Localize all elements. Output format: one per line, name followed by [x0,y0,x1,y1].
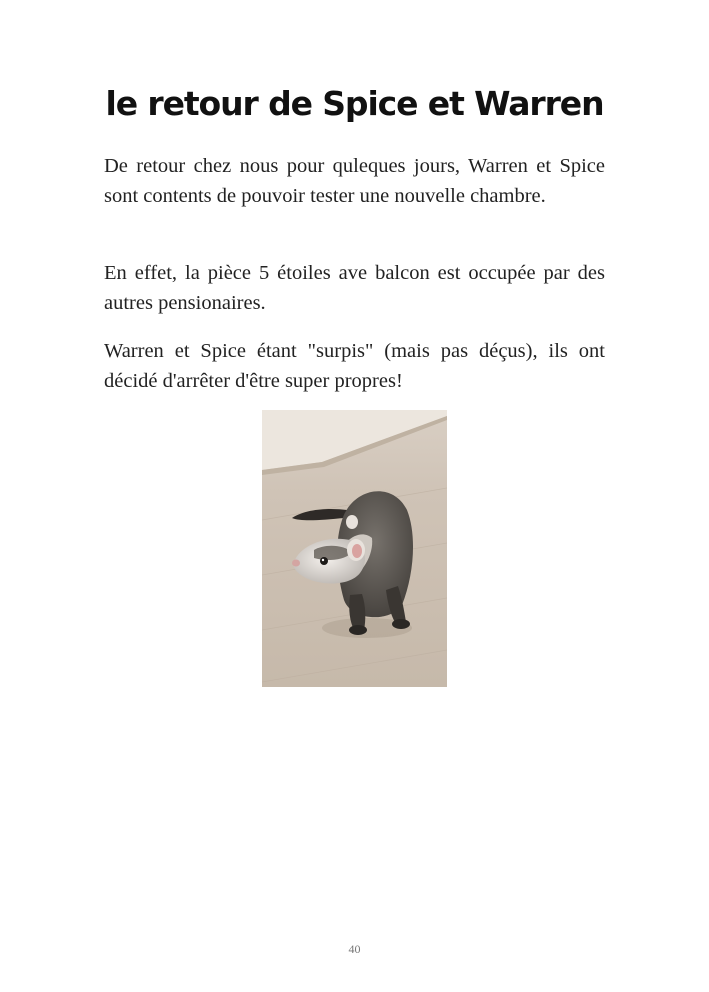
paragraph-intro: De retour chez nous pour quleques jours, Warren et Spice sont contents de pouvoir tester une nouvelle chambre. [104,155,605,207]
page-title: le retour de Spice et Warren [105,84,604,123]
paragraph-room: En effet, la pièce 5 étoiles ave balcon est occupée par des autres pensionaires. [104,262,605,314]
paragraph-surprise: Warren et Spice étant "surpis" (mais pas déçus), ils ont décidé d'arrêter d'être super propres! [104,340,605,392]
page-number: 40 [348,942,361,956]
ferret-photo [262,410,447,687]
